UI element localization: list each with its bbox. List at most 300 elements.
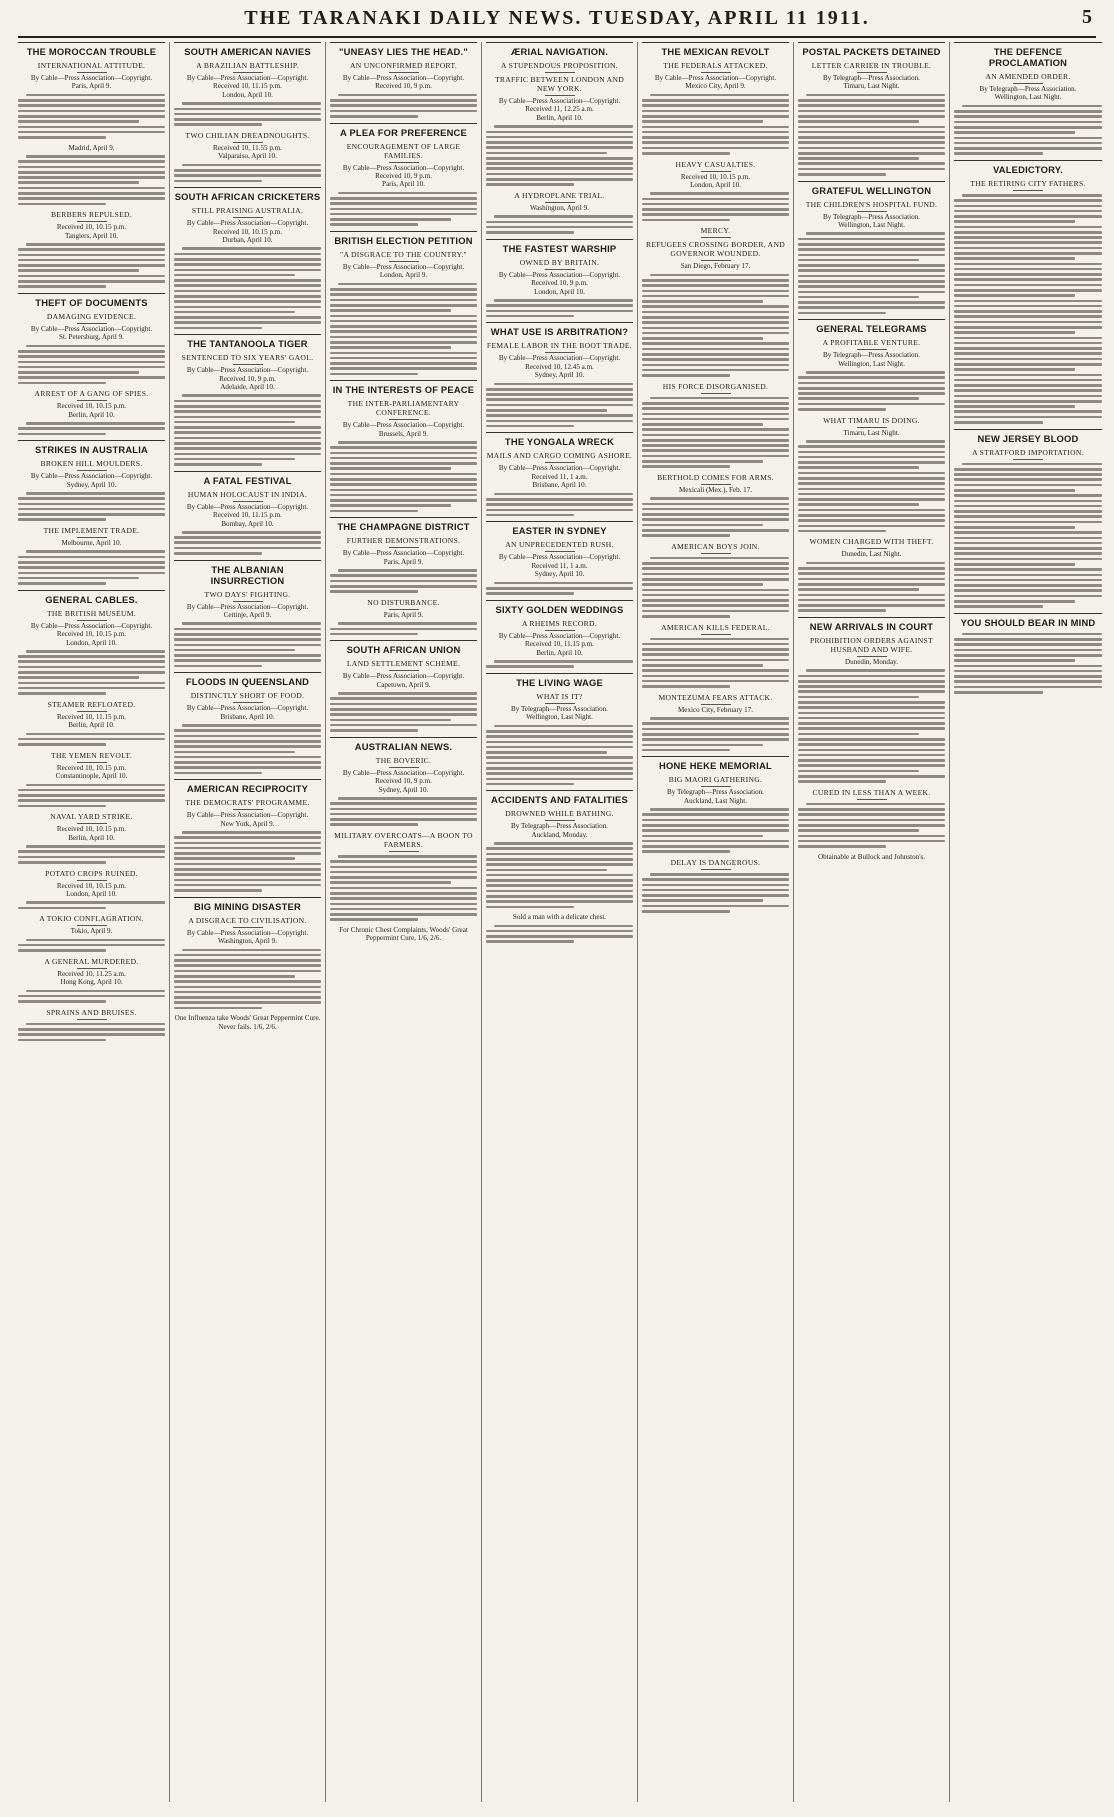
- text-line: [174, 735, 321, 738]
- text-line: [954, 691, 1043, 694]
- text-line: [798, 104, 945, 107]
- text-line: [174, 258, 321, 261]
- text-line: [798, 813, 945, 816]
- text-line: [330, 457, 477, 460]
- text-line: [486, 772, 633, 775]
- text-line: [954, 241, 1102, 244]
- text-line: [486, 173, 633, 176]
- text-line: [174, 108, 321, 111]
- text-line: [486, 167, 633, 170]
- article-subheading: A RHEIMS RECORD.: [486, 619, 633, 631]
- text-line: [486, 863, 633, 866]
- text-line: [954, 494, 1102, 497]
- article-headline: SIXTY GOLDEN WEDDINGS: [486, 600, 633, 617]
- article-dateline: By Cable—Press Association—Copyright.: [498, 270, 621, 279]
- text-line: [954, 654, 1102, 657]
- text-line: [174, 954, 321, 957]
- article-headline: GENERAL CABLES.: [18, 590, 165, 607]
- text-line: [650, 808, 789, 811]
- article-dateline: By Cable—Press Association—Copyright.: [186, 502, 309, 511]
- article-subheading: WHAT IS IT?: [486, 692, 633, 704]
- article-section: [486, 191, 633, 234]
- text-line: [798, 675, 945, 678]
- text-line: [18, 572, 165, 575]
- article-body-text: [330, 569, 477, 593]
- text-line: [486, 762, 633, 765]
- article-dateline: Received 10, 11.15 p.m.: [213, 82, 282, 91]
- masthead-title: THE TARANAKI DAILY NEWS. TUESDAY, APRIL 11 1911.: [244, 6, 870, 29]
- article-headline: WHAT USE IS ARBITRATION?: [486, 322, 633, 339]
- article-subheading: A STRATFORD IMPORTATION.: [954, 448, 1102, 460]
- text-line: [18, 126, 165, 129]
- article-section: [18, 700, 165, 746]
- text-line: [330, 320, 477, 323]
- text-line: [962, 633, 1102, 636]
- text-line: [798, 152, 945, 155]
- article-general-telegrams: [798, 319, 945, 410]
- text-line: [954, 574, 1102, 577]
- text-line: [806, 669, 945, 672]
- article-dateline: By Cable—Press Association—Copyright.: [342, 549, 465, 558]
- text-line: [174, 1001, 321, 1004]
- text-line: [642, 829, 789, 832]
- article-headline: THE ALBANIAN INSURRECTION: [174, 560, 321, 588]
- text-line: [174, 410, 321, 413]
- text-line: [486, 141, 633, 144]
- text-line: [18, 805, 106, 808]
- text-line: [642, 99, 789, 102]
- article-body-text: [330, 441, 477, 512]
- article-body-text: [18, 94, 165, 139]
- text-line: [174, 729, 321, 732]
- text-line: [798, 162, 945, 165]
- text-line: [486, 890, 633, 893]
- article-subheading: AMERICAN BOYS JOIN.: [642, 542, 789, 554]
- article-dateline: Berlin, April 10.: [536, 648, 583, 657]
- text-line: [642, 203, 789, 206]
- text-line: [174, 274, 295, 277]
- article-subheading: INTERNATIONAL ATTITUDE.: [18, 61, 165, 73]
- text-line: [486, 895, 633, 898]
- article-headline: THE TANTANOOLA TIGER: [174, 334, 321, 351]
- text-line: [174, 327, 262, 330]
- text-line: [798, 482, 945, 485]
- article-headline: THE FASTEST WARSHIP: [486, 239, 633, 256]
- text-line: [642, 615, 730, 618]
- text-line: [18, 577, 139, 580]
- article-dateline: Madrid, April 9.: [68, 143, 115, 152]
- article-the-yongala-wreck: [486, 432, 633, 516]
- text-line: [798, 397, 919, 400]
- article-body-text: [18, 733, 165, 746]
- text-line: [954, 152, 1043, 155]
- article-headline: BIG MINING DISASTER: [174, 897, 321, 914]
- text-line: [330, 510, 418, 513]
- text-line: [642, 508, 789, 511]
- text-line: [954, 500, 1102, 503]
- text-line: [642, 680, 789, 683]
- text-line: [174, 857, 295, 860]
- text-line: [954, 358, 1102, 361]
- text-line: [954, 263, 1102, 266]
- text-line: [954, 547, 1102, 550]
- text-line: [642, 840, 789, 843]
- text-line: [174, 638, 321, 641]
- text-line: [330, 218, 451, 221]
- text-line: [954, 395, 1102, 398]
- text-line: [18, 682, 165, 685]
- text-line: [330, 818, 477, 821]
- text-line: [330, 197, 477, 200]
- text-line: [330, 499, 477, 502]
- article-body-text: [18, 345, 165, 385]
- text-line: [954, 374, 1102, 377]
- text-line: [486, 414, 633, 417]
- text-line: [642, 208, 789, 211]
- text-line: [330, 202, 477, 205]
- text-line: [954, 147, 1102, 150]
- article-headline: IN THE INTERESTS OF PEACE: [330, 380, 477, 397]
- text-line: [806, 440, 945, 443]
- text-line: [174, 123, 262, 126]
- text-line: [26, 733, 165, 736]
- text-line: [642, 659, 789, 662]
- article-body-text: [798, 94, 945, 176]
- article-dateline: Valparaiso, April 10.: [218, 152, 277, 161]
- text-line: [18, 856, 165, 859]
- text-line: [954, 368, 1075, 371]
- text-line: [954, 510, 1102, 513]
- text-line: [798, 840, 945, 843]
- text-line: [954, 363, 1102, 366]
- column-6: [794, 42, 950, 1802]
- text-line: [26, 550, 165, 553]
- text-line: [798, 609, 886, 612]
- article-subheading: POTATO CROPS RUINED.: [18, 869, 165, 881]
- text-line: [798, 376, 945, 379]
- text-line: [954, 595, 1102, 598]
- article-subheading: BERBERS REPULSED.: [18, 210, 165, 222]
- text-line: [486, 503, 633, 506]
- text-line: [954, 126, 1102, 129]
- text-line: [26, 243, 165, 246]
- text-line: [494, 125, 633, 128]
- article-body-text: [642, 717, 789, 751]
- article-headline: NEW ARRIVALS IN COURT: [798, 617, 945, 634]
- text-line: [18, 687, 165, 690]
- article-headline: A PLEA FOR PREFERENCE: [330, 123, 477, 140]
- text-line: [174, 964, 321, 967]
- article-subheading: AN UNCONFIRMED REPORT.: [330, 61, 477, 73]
- text-line: [330, 808, 477, 811]
- text-line: [330, 467, 451, 470]
- article-section: [798, 416, 945, 533]
- text-line: [486, 735, 633, 738]
- article-dateline: Mexicali (Mex.), Feb. 17.: [678, 485, 753, 494]
- text-line: [182, 394, 321, 397]
- article-body-text: [798, 562, 945, 612]
- article-body-text: [330, 622, 477, 635]
- text-line: [330, 352, 477, 355]
- text-line: [330, 708, 477, 711]
- text-line: [954, 315, 1102, 318]
- text-line: [174, 269, 321, 272]
- text-line: [330, 346, 451, 349]
- article-body-text: [486, 215, 633, 233]
- text-line: [642, 439, 789, 442]
- text-line: [798, 392, 945, 395]
- text-line: [486, 587, 633, 590]
- article-section: [642, 693, 789, 752]
- text-line: [18, 248, 165, 251]
- article-dateline: Tokio, April 9.: [70, 927, 113, 936]
- text-line: [954, 257, 1075, 260]
- article-dateline: Wellington, Last Night.: [838, 221, 905, 230]
- text-line: [330, 309, 451, 312]
- text-line: [494, 842, 633, 845]
- article-subheading: A BRAZILIAN BATTLESHIP.: [174, 61, 321, 73]
- text-line: [486, 767, 633, 770]
- article-body-text: [330, 192, 477, 226]
- text-line: [954, 568, 1102, 571]
- text-line: [954, 531, 1102, 534]
- article-subheading: OWNED BY BRITAIN.: [486, 258, 633, 270]
- text-line: [486, 131, 633, 134]
- text-line: [798, 259, 919, 262]
- text-line: [330, 892, 477, 895]
- text-line: [174, 174, 321, 177]
- text-line: [806, 371, 945, 374]
- text-line: [954, 231, 1102, 234]
- text-line: [486, 136, 633, 139]
- text-line: [798, 712, 945, 715]
- text-line: [954, 137, 1102, 140]
- text-line: [954, 247, 1102, 250]
- article-hone-heke-memorial: [642, 756, 789, 853]
- text-line: [798, 285, 945, 288]
- text-line: [486, 404, 633, 407]
- article-dateline: Melbourne, April 10.: [61, 539, 122, 547]
- text-line: [330, 325, 477, 328]
- article-the-tantanoola-tiger: [174, 334, 321, 465]
- article-section: [798, 537, 945, 612]
- article-dateline: By Telegraph—Press Association.: [823, 212, 920, 221]
- text-line: [954, 680, 1102, 683]
- text-line: [642, 311, 789, 314]
- text-line: [798, 722, 945, 725]
- text-line: [18, 503, 165, 506]
- text-line: [798, 451, 945, 454]
- text-line: [26, 345, 165, 348]
- text-line: [798, 280, 945, 283]
- text-line: [642, 653, 789, 656]
- text-line: [642, 905, 789, 908]
- text-line: [18, 264, 165, 267]
- text-line: [174, 745, 321, 748]
- text-line: [486, 930, 633, 933]
- article-easter-in-sydney: [486, 521, 633, 594]
- article-body-text: [486, 383, 633, 428]
- text-line: [642, 455, 789, 458]
- text-line: [954, 342, 1102, 345]
- text-line: [330, 336, 477, 339]
- text-line: [642, 327, 789, 330]
- article-body-text: [486, 299, 633, 317]
- article-body-text: [798, 803, 945, 848]
- article-dateline: London, April 9.: [379, 271, 428, 280]
- text-line: [486, 420, 633, 423]
- text-line: [18, 1000, 106, 1003]
- article-section: [174, 131, 321, 182]
- text-line: [18, 1033, 165, 1036]
- text-line: [174, 437, 321, 440]
- text-line: [174, 628, 321, 631]
- text-line: [798, 445, 945, 448]
- article-dateline: By Cable—Press Association—Copyright.: [498, 354, 621, 363]
- article-subheading: LAND SETTLEMENT SCHEME.: [330, 659, 477, 671]
- text-line: [954, 326, 1102, 329]
- article-dateline: Received 10, 11.25 a.m.: [57, 969, 126, 978]
- text-line: [174, 1007, 262, 1010]
- text-line: [330, 881, 451, 884]
- text-line: [954, 552, 1102, 555]
- article-subheading: TRAFFIC BETWEEN LONDON AND NEW YORK.: [486, 75, 633, 96]
- text-line: [798, 599, 945, 602]
- text-line: [338, 855, 477, 858]
- article-section: [798, 788, 945, 848]
- article-dateline: Capetown, April 9.: [376, 680, 431, 689]
- text-line: [330, 293, 477, 296]
- text-line: [18, 366, 165, 369]
- text-line: [18, 192, 165, 195]
- article-dateline: Received 10, 12.45 a.m.: [525, 362, 594, 371]
- article-dateline: By Cable—Press Association—Copyright.: [186, 74, 309, 82]
- text-line: [18, 995, 165, 998]
- article-headline: HONE HEKE MEMORIAL: [642, 756, 789, 773]
- text-line: [486, 183, 574, 186]
- text-line: [798, 780, 886, 783]
- article-headline: STRIKES IN AUSTRALIA: [18, 440, 165, 457]
- article-subheading: THE BRITISH MUSEUM.: [18, 609, 165, 621]
- text-line: [330, 304, 477, 307]
- article-dateline: Received 10, 9 p.m.: [531, 279, 588, 288]
- article-headline: THE YONGALA WRECK: [486, 432, 633, 449]
- article-dateline: Received 10, 11.15 p.m.: [213, 511, 282, 520]
- article-dateline: By Cable—Press Association—Copyright.: [186, 219, 309, 228]
- article-body-text: [642, 397, 789, 468]
- article-dateline: Berlin, April 10.: [536, 113, 583, 122]
- text-line: [962, 194, 1102, 197]
- article-dateline: By Telegraph—Press Association.: [823, 74, 920, 82]
- text-line: [174, 970, 321, 973]
- text-line: [642, 610, 789, 613]
- text-line: [798, 578, 945, 581]
- article-british-election-petition: [330, 231, 477, 375]
- text-line: [642, 738, 789, 741]
- text-line: [962, 105, 1102, 108]
- article-dateline: Received 10, 10.15 p.m.: [56, 763, 127, 772]
- text-line: [642, 374, 730, 377]
- text-line: [798, 727, 945, 730]
- text-line: [798, 835, 945, 838]
- article-headline: "UNEASY LIES THE HEAD.": [330, 42, 477, 59]
- text-line: [330, 213, 477, 216]
- article-body-text: [18, 1023, 165, 1041]
- article-dateline: London, April 10.: [690, 180, 741, 189]
- article-dateline: By Cable—Press Association—Copyright.: [498, 631, 621, 640]
- text-line: [174, 659, 321, 662]
- article-headline: VALEDICTORY.: [954, 160, 1102, 177]
- article-dateline: By Cable—Press Association—Copyright.: [498, 97, 621, 105]
- text-line: [174, 756, 321, 759]
- article-dateline: By Telegraph—Press Association.: [511, 822, 608, 831]
- text-line: [798, 296, 919, 299]
- text-line: [798, 572, 945, 575]
- article-dateline: By Cable—Press Association—Copyright.: [498, 464, 621, 473]
- text-line: [954, 110, 1102, 113]
- text-line: [954, 484, 1102, 487]
- article-dateline: Received 10, 9 p.m.: [375, 171, 432, 180]
- article-dateline: By Cable—Press Association—Copyright.: [186, 602, 309, 611]
- article-subheading: FURTHER DEMONSTRATIONS.: [330, 536, 477, 548]
- column-3: [326, 42, 482, 1802]
- text-line: [642, 728, 789, 731]
- text-line: [174, 263, 321, 266]
- text-line: [806, 803, 945, 806]
- article-body-text: [954, 463, 1102, 608]
- article-section: [642, 542, 789, 618]
- article-dateline: By Telegraph—Press Association.: [667, 788, 764, 797]
- article-dateline: San Diego, February 17.: [680, 262, 751, 271]
- article-headline: YOU SHOULD BEAR IN MIND: [954, 613, 1102, 630]
- article-dateline: By Telegraph—Press Association.: [823, 351, 920, 360]
- article-dateline: St. Petersburg, April 9.: [59, 333, 124, 342]
- article-dateline: By Cable—Press Association—Copyright.: [342, 74, 465, 82]
- text-line: [174, 986, 321, 989]
- article-headline: THE DEFENCE PROCLAMATION: [954, 42, 1102, 70]
- text-line: [18, 376, 165, 379]
- article-subheading: SPRAINS AND BRUISES.: [18, 1008, 165, 1020]
- text-line: [642, 423, 763, 426]
- text-line: [174, 772, 262, 775]
- text-line: [174, 405, 321, 408]
- article-body-text: [642, 274, 789, 377]
- text-line: [174, 884, 321, 887]
- article-subheading: MILITARY OVERCOATS—A BOON TO FARMERS.: [330, 831, 477, 852]
- text-line: [494, 215, 633, 218]
- text-line: [182, 622, 321, 625]
- text-line: [798, 243, 945, 246]
- text-line: [486, 783, 574, 786]
- text-line: [798, 685, 945, 688]
- text-line: [174, 761, 321, 764]
- article-dateline: Received 10, 10.15 p.m.: [56, 881, 127, 890]
- article-body-text: [642, 497, 789, 537]
- text-line: [954, 300, 1102, 303]
- article-a-plea-for-preference: [330, 123, 477, 227]
- text-line: [18, 203, 106, 206]
- article-dateline: Dunedin, Last Night.: [841, 550, 902, 559]
- text-line: [798, 701, 945, 704]
- article-body-text: [798, 371, 945, 411]
- article-dateline: Received 11, 1 a.m.: [531, 472, 588, 481]
- text-line: [954, 384, 1102, 387]
- article-dateline: Auckland, Last Night.: [683, 796, 748, 805]
- article-headline: SOUTH AMERICAN NAVIES: [174, 42, 321, 59]
- masthead: [18, 0, 1096, 38]
- text-line: [494, 383, 633, 386]
- text-line: [18, 136, 106, 139]
